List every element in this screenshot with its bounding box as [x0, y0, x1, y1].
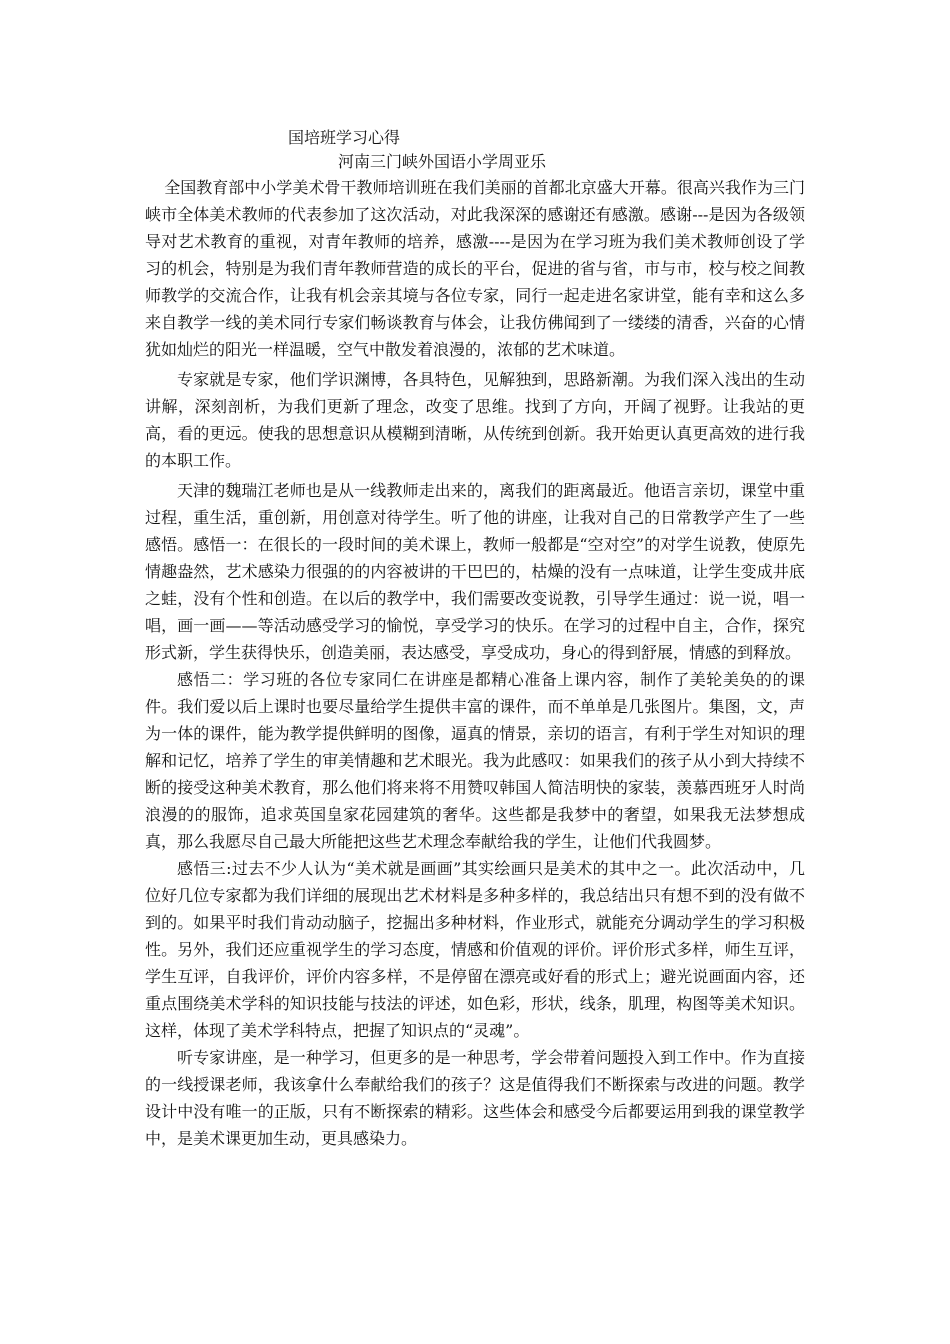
paragraph-2: 专家就是专家，他们学识渊博，各具特色，见解独到，思路新潮。为我们深入浅出的生动讲解，深刻剖析，为我们更新了理念，改变了思维。找到了方向，开阔了视野。让我站的更高，看的更远。使我的思想意识从模糊到清晰，从传统到创新。我开始更认真更高效的进行我的本职工作。 [145, 370, 805, 470]
document-body [145, 174, 805, 1152]
document-title: 国培班学习心得 [288, 128, 401, 147]
paragraph-1: 全国教育部中小学美术骨干教师培训班在我们美丽的首都北京盛大开幕。很高兴我作为三门峡市全体美术教师的代表参加了这次活动，对此我深深的感谢还有感激。感谢---是因为各级领导对艺术教育的重视，对青年教师的培养，感激----是因为在学习班为我们美术教师创设了学习的机会，特别是为我们青年教师营造的成长的平台，促进的省与省，市与市，校与校之间教师教学的交流合作，让我有机会亲其境与各位专家，同行一起走进名家讲堂，能有幸和这么多来自教学一线的美术同行专家们畅谈教育与体会，让我仿佛闻到了一缕缕的清香，兴奋的心情犹如灿烂的阳光一样温暖，空气中散发着浪漫的，浓郁的艺术味道。 [145, 178, 805, 359]
paragraph-3: 天津的魏瑞江老师也是从一线教师走出来的，离我们的距离最近。他语言亲切，课堂中重过程，重生活，重创新，用创意对待学生。听了他的讲座，让我对自己的日常教学产生了一些感悟。感悟一：在很长的一段时间的美术课上，教师一般都是“空对空”的对学生说教，使原先情趣盎然，艺术感染力很强的的内容被讲的干巴巴的，枯燥的没有一点味道，让学生变成井底之蛙，没有个性和创造。在以后的教学中，我们需要改变说教，引导学生通过：说一说，唱一唱，画一画——等活动感受学习的愉悦，享受学习的快乐。在学习的过程中自主，合作，探究形式新，学生获得快乐，创造美丽，表达感受，享受成功，身心的得到舒展，情感的到释放。 [145, 481, 805, 662]
paragraph-6: 听专家讲座，是一种学习，但更多的是一种思考，学会带着问题投入到工作中。作为直接的一线授课老师，我该拿什么奉献给我们的孩子？这是值得我们不断探索与改进的问题。教学设计中没有唯一的正版，只有不断探索的精彩。这些体会和感受今后都要运用到我的课堂教学中，是美术课更加生动，更具感染力。 [145, 1048, 805, 1148]
paragraph-5: 感悟三:过去不少人认为“美术就是画画”其实绘画只是美术的其中之一。此次活动中，几位好几位专家都为我们详细的展现出艺术材料是多种多样的，我总结出只有想不到的没有做不到的。如果平时我们肯动动脑子，挖掘出多种材料，作业形式，就能充分调动学生的学习积极性。另外，我们还应重视学生的学习态度，情感和价值观的评价。评价形式多样，师生互评，学生互评，自我评价，评价内容多样，不是停留在漂亮或好看的形式上；避光说画面内容，还重点围绕美术学科的知识技能与技法的评述，如色彩，形状，线条，肌理，构图等美术知识。这样，体现了美术学科特点，把握了知识点的“灵魂”。 [145, 859, 805, 1040]
document-author: 河南三门峡外国语小学周亚乐 [338, 152, 547, 171]
paragraph-4: 感悟二：学习班的各位专家同仁在讲座是都精心准备上课内容，制作了美轮美奂的的课件。我们爱以后上课时也要尽量给学生提供丰富的课件，而不单单是几张图片。集图，文，声为一体的课件，能为教学提供鲜明的图像，逼真的情景，亲切的语言，有利于学生对知识的理解和记忆，培养了学生的审美情趣和艺术眼光。我为此感叹：如果我们的孩子从小到大持续不断的接受这种美术教育，那么他们将来将不用赞叹韩国人简洁明快的家装，羡慕西班牙人时尚浪漫的的服饰，追求英国皇家花园建筑的奢华。这些都是我梦中的奢望，如果我无法梦想成真，那么我愿尽自己最大所能把这些艺术理念奉献给我的学生，让他们代我圆梦。 [145, 670, 805, 851]
